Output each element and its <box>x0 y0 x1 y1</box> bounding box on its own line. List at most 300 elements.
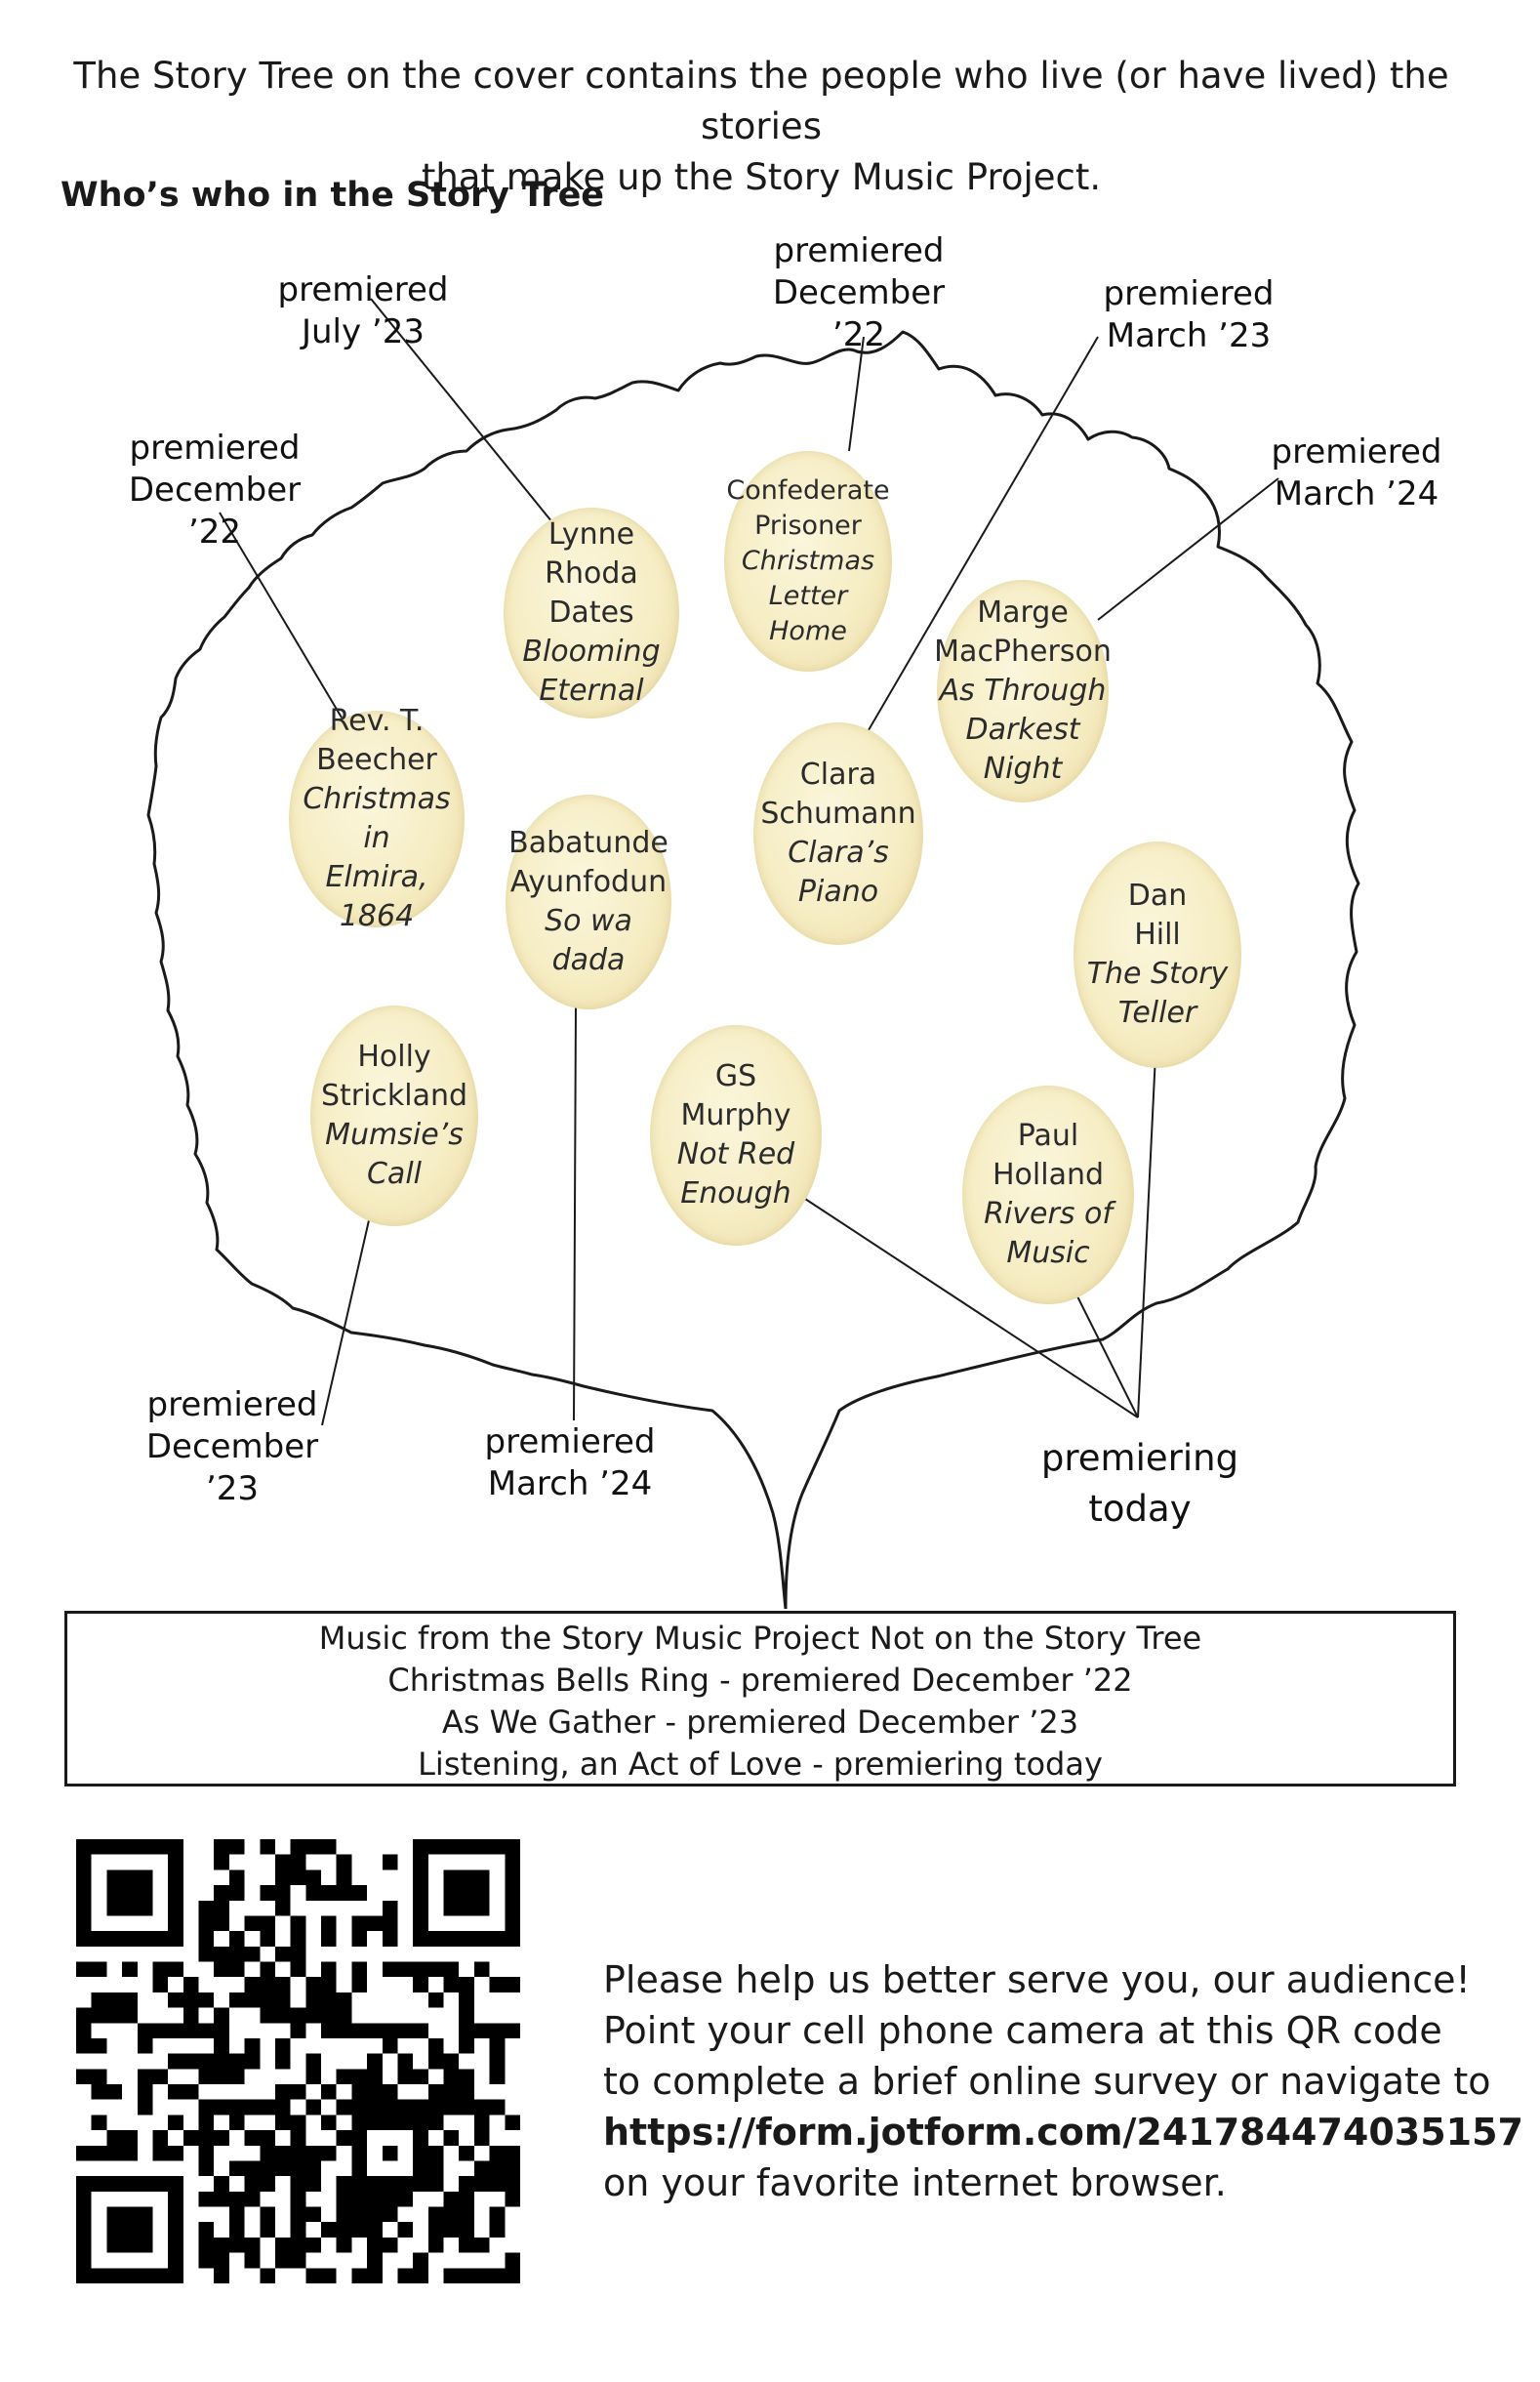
qr-module <box>459 1901 474 1916</box>
qr-module <box>321 2222 337 2238</box>
qr-module <box>138 2038 153 2054</box>
box-line-2: Christmas Bells Ring - premiered December ’22 <box>387 1662 1133 1699</box>
qr-module <box>245 2100 261 2115</box>
qr-module <box>214 2130 229 2146</box>
qr-module <box>459 2222 474 2238</box>
qr-module <box>168 1931 183 1947</box>
qr-module <box>275 2054 291 2070</box>
qr-module <box>106 2238 122 2253</box>
qr-module <box>337 1869 352 1885</box>
qr-module <box>321 2023 337 2038</box>
qr-module <box>413 2146 428 2161</box>
qr-module <box>474 2268 490 2283</box>
qr-module <box>168 2054 183 2070</box>
qr-module <box>397 2100 413 2115</box>
qr-module <box>444 1839 460 1855</box>
qr-module <box>214 2176 229 2192</box>
qr-module <box>505 1977 520 1992</box>
qr-module <box>474 2130 490 2146</box>
qr-module <box>305 2160 321 2176</box>
intro-line-1: The Story Tree on the cover contains the people who live (or have lived) the stories <box>73 55 1449 147</box>
survey-line-2: Point your cell phone camera at this QR code <box>603 2009 1442 2052</box>
qr-module <box>459 1885 474 1901</box>
qr-module <box>183 2054 199 2070</box>
qr-module <box>367 2207 383 2223</box>
oval-holly-strickland <box>310 1006 478 1226</box>
qr-module <box>168 2268 183 2283</box>
qr-module <box>260 1915 275 1931</box>
qr-module <box>229 2115 245 2130</box>
qr-module <box>305 2176 321 2192</box>
qr-module <box>459 2268 474 2283</box>
qr-module <box>490 2146 506 2161</box>
qr-module <box>138 2084 153 2100</box>
survey-text <box>603 1954 1523 2208</box>
qr-module <box>275 2146 291 2161</box>
qr-module <box>337 2069 352 2084</box>
qr-module <box>444 1885 460 1901</box>
qr-module <box>138 1885 153 1901</box>
qr-module <box>229 1962 245 1978</box>
qr-module <box>413 2023 428 2038</box>
qr-module <box>106 2146 122 2161</box>
qr-code-icon[interactable] <box>76 1839 520 2283</box>
oval-title: So wa dada <box>545 904 632 977</box>
qr-module <box>490 1931 506 1947</box>
qr-module <box>260 2008 275 2024</box>
qr-module <box>291 2008 306 2024</box>
qr-module <box>474 1839 490 1855</box>
qr-module <box>351 2130 367 2146</box>
qr-module <box>351 2222 367 2238</box>
qr-module <box>428 1992 444 2008</box>
qr-module <box>351 1977 367 1992</box>
qr-module <box>168 1901 183 1916</box>
qr-module <box>76 2238 92 2253</box>
qr-module <box>168 1915 183 1931</box>
qr-module <box>199 2192 215 2207</box>
qr-module <box>397 2268 413 2283</box>
oval-title: Christmas Letter Home <box>741 546 875 646</box>
qr-module <box>92 2268 107 2283</box>
qr-module <box>214 2038 229 2054</box>
qr-module <box>505 1839 520 1855</box>
qr-module <box>199 2069 215 2084</box>
qr-module <box>383 1931 398 1947</box>
qr-module <box>106 2207 122 2223</box>
survey-line-1: Please help us better serve you, our audience! <box>603 1958 1471 2001</box>
qr-module <box>138 2100 153 2115</box>
qr-module <box>229 1869 245 1885</box>
oval-name: Paul Holland <box>992 1119 1105 1192</box>
oval-name: Marge MacPherson <box>934 596 1112 669</box>
qr-module <box>337 2207 352 2223</box>
qr-module <box>459 2100 474 2115</box>
qr-module <box>168 2115 183 2130</box>
qr-module <box>122 2268 138 2283</box>
qr-module <box>305 2054 321 2070</box>
qr-module <box>168 2084 183 2100</box>
qr-module <box>351 1962 367 1978</box>
qr-module <box>183 2130 199 2146</box>
oval-gs-murphy <box>650 1025 822 1246</box>
qr-module <box>413 2115 428 2130</box>
qr-module <box>444 2130 460 2146</box>
qr-module <box>505 1869 520 1885</box>
qr-module <box>291 1855 306 1870</box>
qr-module <box>138 2207 153 2223</box>
qr-module <box>305 1992 321 2008</box>
qr-module <box>183 2008 199 2024</box>
qr-module <box>152 2176 168 2192</box>
qr-module <box>122 1839 138 1855</box>
qr-module <box>505 2176 520 2192</box>
qr-module <box>291 2146 306 2161</box>
qr-module <box>397 2222 413 2238</box>
qr-module <box>305 2146 321 2161</box>
qr-module <box>122 2146 138 2161</box>
qr-module <box>397 2069 413 2084</box>
qr-module <box>106 1885 122 1901</box>
qr-module <box>76 1915 92 1931</box>
qr-module <box>367 2100 383 2115</box>
qr-module <box>214 2192 229 2207</box>
qr-module <box>291 2192 306 2207</box>
qr-module <box>291 1869 306 1885</box>
oval-paul-holland <box>962 1086 1134 1304</box>
qr-module <box>291 2253 306 2269</box>
qr-module <box>474 2115 490 2130</box>
oval-babatunde-ayunfodun <box>506 795 671 1009</box>
qr-module <box>275 2100 291 2115</box>
qr-module <box>138 2069 153 2084</box>
qr-module <box>275 2238 291 2253</box>
qr-module <box>351 1931 367 1947</box>
qr-module <box>122 1869 138 1885</box>
qr-module <box>505 2268 520 2283</box>
qr-module <box>351 1915 367 1931</box>
intro-line-2: that make up the Story Music Project. <box>421 156 1102 198</box>
qr-module <box>168 2023 183 2038</box>
qr-module <box>305 1885 321 1901</box>
qr-module <box>505 2115 520 2130</box>
qr-module <box>214 1947 229 1962</box>
qr-module <box>291 2023 306 2038</box>
qr-module <box>152 1962 168 1978</box>
qr-module <box>229 1885 245 1901</box>
qr-module <box>351 2023 367 2038</box>
survey-url-link[interactable]: https://form.jotform.com/241784474035157 <box>603 2111 1523 2154</box>
qr-module <box>428 2160 444 2176</box>
qr-module <box>122 1992 138 2008</box>
qr-module <box>444 2222 460 2238</box>
qr-module <box>444 2192 460 2207</box>
qr-module <box>397 2054 413 2070</box>
qr-module <box>490 2023 506 2038</box>
qr-module <box>413 1931 428 1947</box>
qr-module <box>168 2207 183 2223</box>
qr-module <box>275 1885 291 1901</box>
qr-module <box>413 2160 428 2176</box>
qr-module <box>275 1947 291 1962</box>
qr-module <box>214 1885 229 1901</box>
qr-module <box>383 2115 398 2130</box>
qr-module <box>106 2008 122 2024</box>
qr-module <box>459 2146 474 2161</box>
qr-module <box>459 1992 474 2008</box>
qr-module <box>122 1901 138 1916</box>
qr-module <box>428 1931 444 1947</box>
label-clara-premiere: premiered March ’23 <box>1103 274 1275 355</box>
qr-module <box>291 1947 306 1962</box>
qr-module <box>245 2130 261 2146</box>
not-on-tree-box <box>64 1611 1456 1786</box>
qr-module <box>92 1992 107 2008</box>
qr-module <box>351 2146 367 2161</box>
qr-module <box>275 2115 291 2130</box>
qr-module <box>245 1992 261 2008</box>
qr-module <box>444 1869 460 1885</box>
qr-module <box>138 1869 153 1885</box>
qr-module <box>413 1901 428 1916</box>
qr-module <box>214 2238 229 2253</box>
qr-module <box>337 2008 352 2024</box>
qr-module <box>168 1962 183 1978</box>
qr-module <box>260 1885 275 1901</box>
qr-module <box>122 1885 138 1901</box>
qr-module <box>92 1839 107 1855</box>
qr-module <box>351 2069 367 2084</box>
qr-module <box>459 2176 474 2192</box>
qr-module <box>413 2253 428 2269</box>
qr-module <box>428 2115 444 2130</box>
qr-module <box>337 2100 352 2115</box>
qr-module <box>459 2084 474 2100</box>
qr-module <box>168 1992 183 2008</box>
qr-module <box>459 2008 474 2024</box>
qr-module <box>490 2069 506 2084</box>
qr-module <box>229 2100 245 2115</box>
qr-module <box>383 1915 398 1931</box>
qr-module <box>275 2084 291 2100</box>
qr-module <box>291 2084 306 2100</box>
qr-module <box>305 1839 321 1855</box>
oval-name: Lynne Rhoda Dates <box>545 517 638 630</box>
qr-module <box>245 1947 261 1962</box>
qr-module <box>168 1839 183 1855</box>
qr-module <box>474 2100 490 2115</box>
qr-module <box>351 2084 367 2100</box>
qr-module <box>183 2023 199 2038</box>
qr-module <box>76 2038 92 2054</box>
oval-name: GS Murphy <box>680 1059 791 1132</box>
qr-module <box>383 2176 398 2192</box>
qr-module <box>351 1885 367 1901</box>
qr-module <box>474 2160 490 2176</box>
qr-module <box>106 2084 122 2100</box>
qr-module <box>321 1962 337 1978</box>
qr-module <box>321 2115 337 2130</box>
qr-module <box>275 2160 291 2176</box>
qr-module <box>92 2084 107 2100</box>
oval-name: Babatunde Ayunfodun <box>508 826 669 899</box>
oval-title: Christmas in Elmira, 1864 <box>303 782 451 933</box>
oval-title: Blooming Eternal <box>522 635 661 708</box>
qr-module <box>305 2100 321 2115</box>
qr-module <box>122 2130 138 2146</box>
qr-module <box>275 2253 291 2269</box>
qr-module <box>444 2268 460 2283</box>
qr-module <box>168 1869 183 1885</box>
qr-module <box>260 2160 275 2176</box>
qr-module <box>444 1962 460 1978</box>
qr-module <box>383 2023 398 2038</box>
qr-module <box>199 2253 215 2269</box>
qr-module <box>505 1901 520 1916</box>
qr-module <box>214 1901 229 1916</box>
qr-module <box>367 2192 383 2207</box>
qr-module <box>214 2268 229 2283</box>
oval-confederate-prisoner <box>724 451 892 672</box>
qr-module <box>275 1869 291 1885</box>
qr-module <box>321 2008 337 2024</box>
qr-module <box>229 2192 245 2207</box>
qr-module <box>367 2268 383 2283</box>
qr-module <box>505 1885 520 1901</box>
qr-module <box>214 2023 229 2038</box>
qr-module <box>260 1977 275 1992</box>
qr-module <box>199 2100 215 2115</box>
qr-module <box>490 2160 506 2176</box>
qr-module <box>413 1915 428 1931</box>
qr-module <box>413 1869 428 1885</box>
qr-module <box>152 2069 168 2084</box>
oval-name: Dan Hill <box>1127 879 1188 952</box>
qr-module <box>474 1869 490 1885</box>
qr-module <box>459 1839 474 1855</box>
qr-module <box>106 2130 122 2146</box>
qr-module <box>337 1885 352 1901</box>
qr-module <box>152 1931 168 1947</box>
qr-module <box>444 2054 460 2070</box>
qr-module <box>351 2268 367 2283</box>
qr-module <box>291 2115 306 2130</box>
qr-module <box>305 1977 321 1992</box>
qr-module <box>413 2100 428 2115</box>
qr-module <box>76 2253 92 2269</box>
qr-module <box>229 2160 245 2176</box>
qr-module <box>122 1962 138 1978</box>
oval-name: Confederate Prisoner <box>726 475 890 541</box>
qr-module <box>383 2100 398 2115</box>
qr-module <box>413 1977 428 1992</box>
qr-module <box>199 2160 215 2176</box>
qr-module <box>92 1931 107 1947</box>
qr-module <box>106 2176 122 2192</box>
qr-module <box>229 2207 245 2223</box>
label-beecher-premiere: premiered December ’22 <box>128 429 302 552</box>
oval-marge-macpherson <box>934 580 1112 802</box>
qr-module <box>383 2192 398 2207</box>
qr-module <box>459 1977 474 1992</box>
qr-module <box>459 1869 474 1885</box>
qr-module <box>106 1992 122 2008</box>
qr-module <box>199 2115 215 2130</box>
qr-module <box>76 2023 92 2038</box>
qr-module <box>92 2176 107 2192</box>
qr-module <box>168 2176 183 2192</box>
qr-module <box>76 2192 92 2207</box>
qr-module <box>245 1915 261 1931</box>
qr-module <box>260 1839 275 1855</box>
qr-module <box>383 1901 398 1916</box>
oval-title: As Through Darkest Night <box>939 674 1107 786</box>
qr-module <box>383 2207 398 2223</box>
connector-babatunde <box>574 1006 576 1420</box>
qr-module <box>229 1947 245 1962</box>
qr-module <box>291 2130 306 2146</box>
qr-module <box>428 2038 444 2054</box>
qr-module <box>337 2222 352 2238</box>
qr-module <box>76 1962 92 1978</box>
qr-module <box>168 2192 183 2207</box>
qr-module <box>505 1915 520 1931</box>
oval-name: Holly Strickland <box>320 1040 468 1113</box>
qr-module <box>459 2069 474 2084</box>
qr-module <box>505 2023 520 2038</box>
qr-module <box>413 2268 428 2283</box>
qr-module <box>367 2023 383 2038</box>
qr-module <box>351 2115 367 2130</box>
qr-module <box>444 1977 460 1992</box>
qr-module <box>367 2084 383 2100</box>
label-lynne-premiere: premiered July ’23 <box>277 270 449 351</box>
qr-module <box>275 1992 291 2008</box>
qr-module <box>291 2160 306 2176</box>
qr-module <box>260 2222 275 2238</box>
qr-module <box>199 1947 215 1962</box>
qr-module <box>337 2176 352 2192</box>
qr-module <box>321 1839 337 1855</box>
qr-module <box>444 2207 460 2223</box>
qr-module <box>106 2222 122 2238</box>
qr-module <box>92 2069 107 2084</box>
oval-title: Not Red Enough <box>676 1137 795 1211</box>
qr-module <box>444 1931 460 1947</box>
qr-module <box>337 2130 352 2146</box>
qr-module <box>413 1885 428 1901</box>
qr-module <box>505 2160 520 2176</box>
qr-module <box>305 1869 321 1885</box>
survey-line-5: on your favorite internet browser. <box>603 2161 1227 2204</box>
qr-module <box>214 2069 229 2084</box>
qr-module <box>168 1855 183 1870</box>
qr-module <box>337 2238 352 2253</box>
qr-module <box>122 1931 138 1947</box>
qr-module <box>474 1931 490 1947</box>
qr-module <box>275 1901 291 1916</box>
qr-module <box>214 1855 229 1870</box>
qr-module <box>260 2176 275 2192</box>
qr-module <box>291 1931 306 1947</box>
qr-module <box>505 2146 520 2161</box>
qr-module <box>138 1931 153 1947</box>
oval-dan-hill <box>1074 842 1241 1068</box>
qr-module <box>321 2084 337 2100</box>
qr-module <box>106 1869 122 1885</box>
qr-module <box>490 2207 506 2223</box>
qr-module <box>229 2069 245 2084</box>
